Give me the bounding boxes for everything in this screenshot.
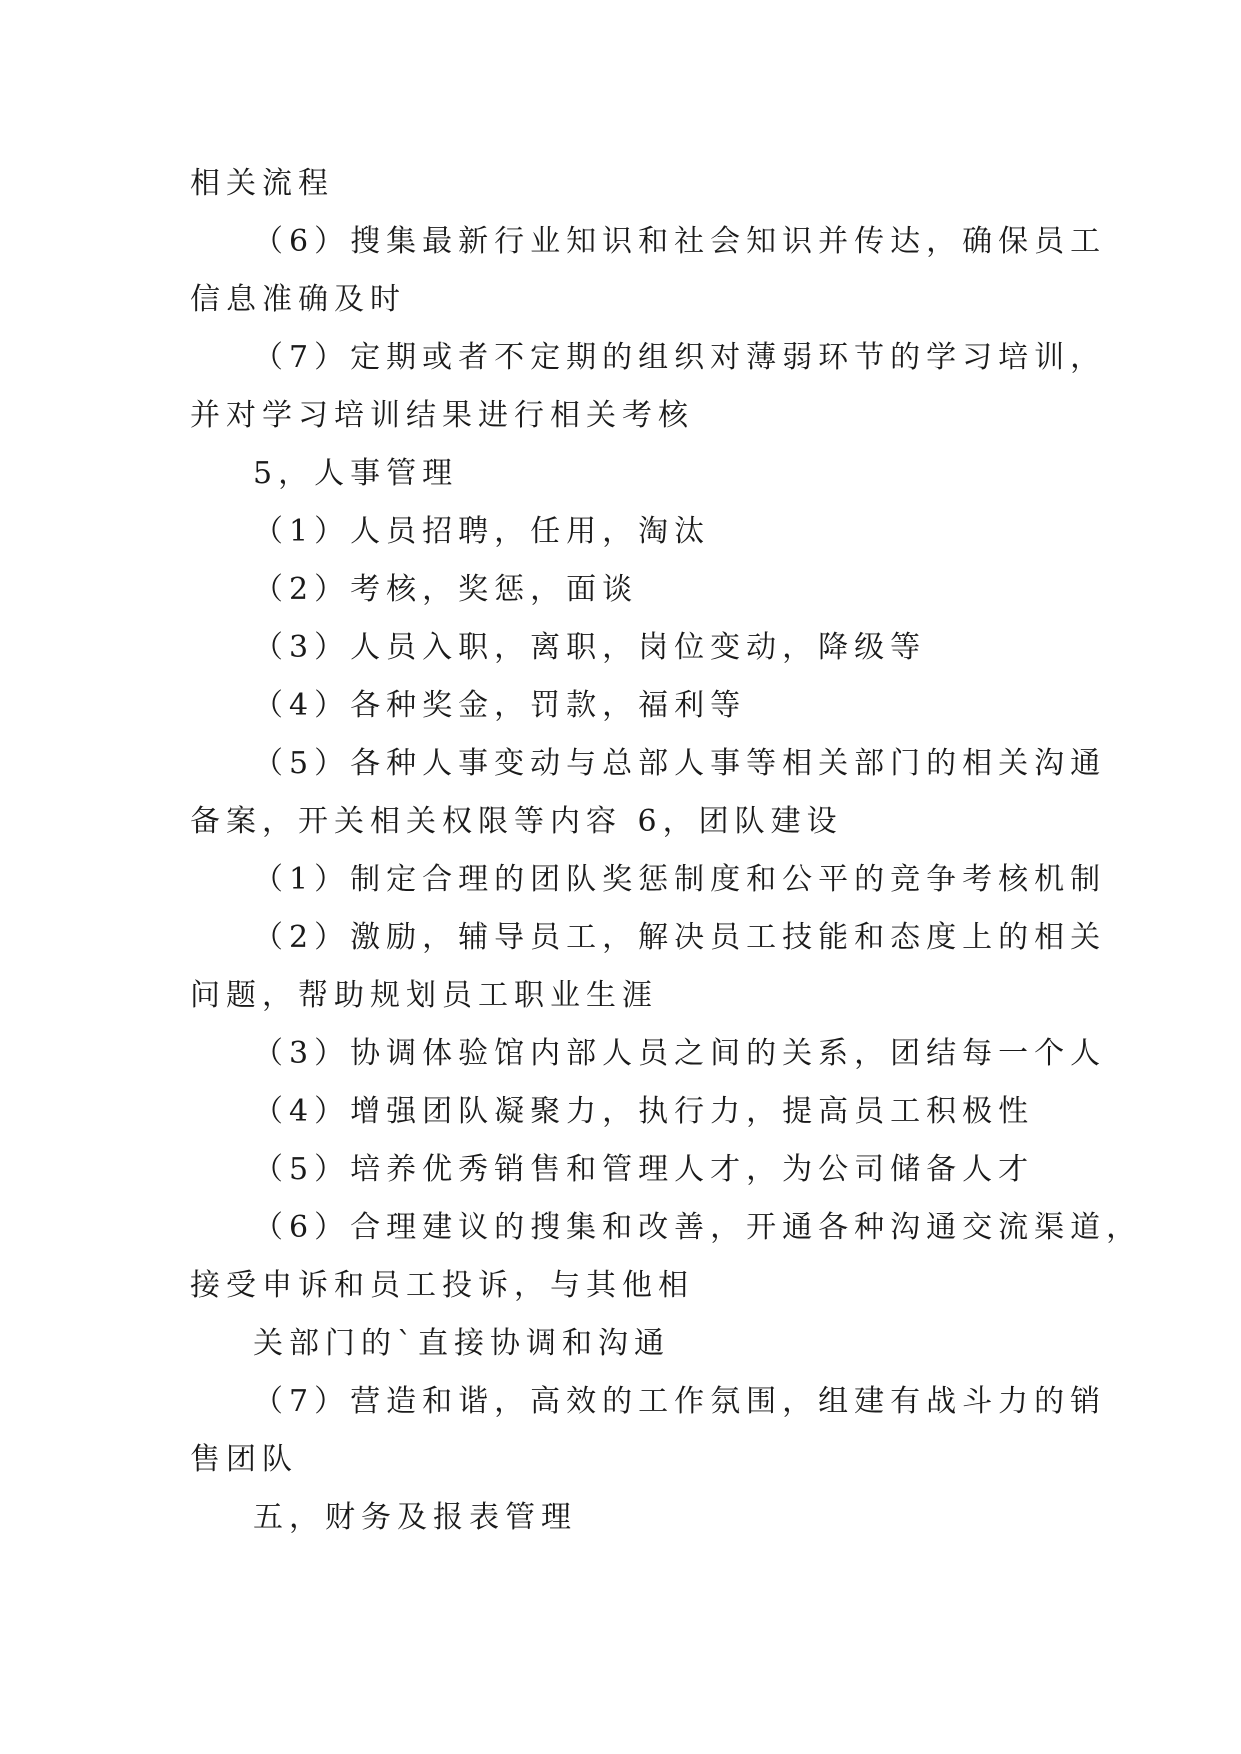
paragraph-line: 售团队 (190, 1442, 298, 1477)
paragraph-line: 备案，开关相关权限等内容 6，团队建设 (190, 804, 843, 839)
list-item: （7）营造和谐，高效的工作氛围，组建有战斗力的销 (253, 1384, 1107, 1419)
list-item: （1）制定合理的团队奖惩制度和公平的竞争考核机制 (253, 862, 1107, 897)
list-item: （1）人员招聘，任用，淘汰 (253, 514, 711, 549)
list-item: （5）各种人事变动与总部人事等相关部门的相关沟通 (253, 746, 1107, 781)
paragraph-line: 相关流程 (190, 166, 334, 201)
list-item: （2）激励，辅导员工，解决员工技能和态度上的相关 (253, 920, 1107, 955)
list-item: （4）各种奖金，罚款，福利等 (253, 688, 747, 723)
paragraph-line: 并对学习培训结果进行相关考核 (190, 398, 694, 433)
paragraph-line: （6）搜集最新行业知识和社会知识并传达，确保员工 (253, 224, 1107, 259)
list-item: （3）协调体验馆内部人员之间的关系，团结每一个人 (253, 1036, 1107, 1071)
paragraph-line: 接受申诉和员工投诉，与其他相 (190, 1268, 694, 1303)
list-item: （2）考核，奖惩，面谈 (253, 572, 639, 607)
list-item: （6）合理建议的搜集和改善，开通各种沟通交流渠道， (253, 1210, 1143, 1245)
list-item: （3）人员入职，离职，岗位变动，降级等 (253, 630, 927, 665)
paragraph-line: 信息准确及时 (190, 282, 406, 317)
list-item: （4）增强团队凝聚力，执行力，提高员工积极性 (253, 1094, 1035, 1129)
paragraph-line: （7）定期或者不定期的组织对薄弱环节的学习培训， (253, 340, 1107, 375)
section-heading: 五，财务及报表管理 (253, 1500, 577, 1535)
paragraph-line: 关部门的`直接协调和沟通 (253, 1326, 670, 1361)
list-item: （5）培养优秀销售和管理人才，为公司储备人才 (253, 1152, 1035, 1187)
paragraph-line: 问题，帮助规划员工职业生涯 (190, 978, 658, 1013)
section-heading: 5，人事管理 (253, 456, 459, 491)
